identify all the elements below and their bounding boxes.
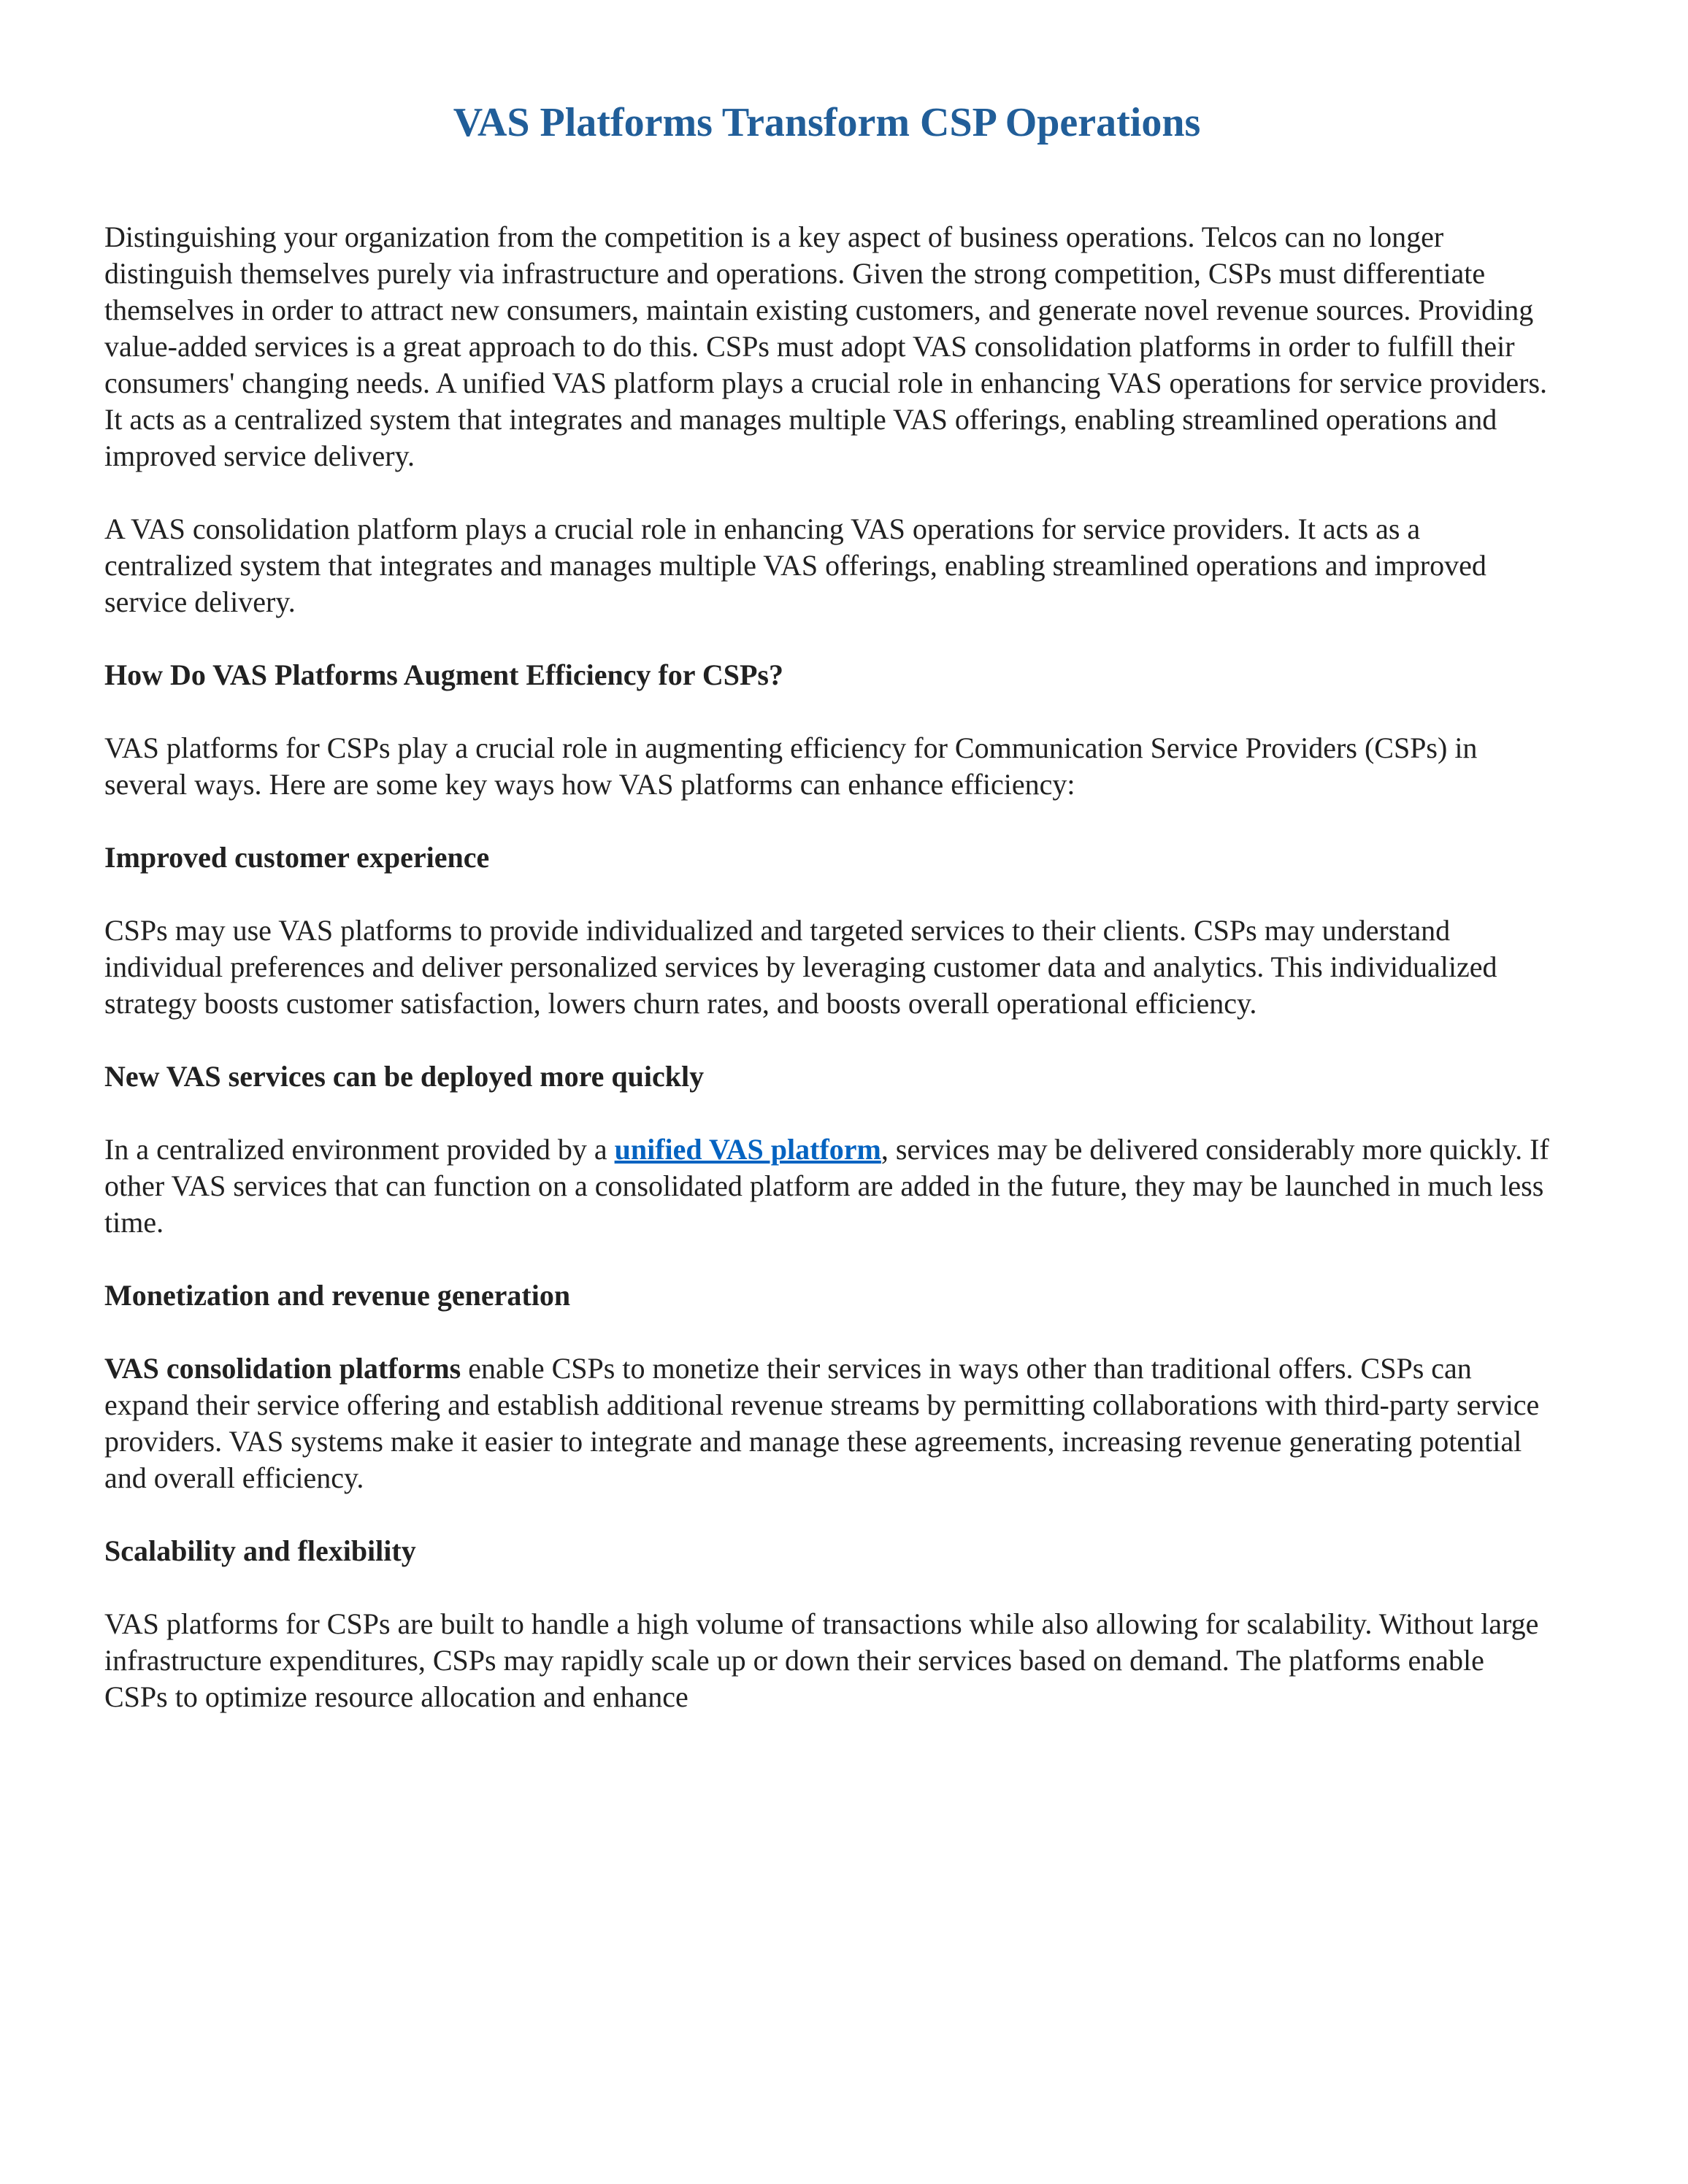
document-title: VAS Platforms Transform CSP Operations: [453, 100, 1201, 145]
hyperlink-unified-vas-platform[interactable]: unified VAS platform: [614, 1133, 881, 1166]
text-run: Distinguishing your organization from the competition is a key aspect of business operations. Telcos can no longer distinguish themselves purely via infrastructure and operations. Given the strong competition, CSPs must differentiate themselves in order to attract new consumers, maintain existing customers, and generate novel revenue sources. Providing value-added services is a great approach to do this. CSPs must adopt VAS consolidation platforms in order to fulfill their consumers' changing needs. A unified VAS platform plays a crucial role in enhancing VAS operations for service providers. It acts as a centralized system that integrates and manages multiple VAS offerings, enabling streamlined operations and improved service delivery.: [104, 220, 1548, 472]
text-run: VAS platforms for CSPs play a crucial role in augmenting efficiency for Communication Service Providers (CSPs) in several ways. Here are some key ways how VAS platforms can enhance efficiency:: [104, 731, 1478, 801]
section-heading: [104, 657, 1549, 693]
text-run: Scalability and flexibility: [104, 1534, 416, 1567]
paragraph: [104, 219, 1549, 474]
text-run: CSPs may use VAS platforms to provide individualized and targeted services to their clients. CSPs may understand individual preferences and deliver personalized services by leveraging customer data and analytics. This individualized strategy boosts customer satisfaction, lowers churn rates, and boosts overall operational efficiency.: [104, 914, 1497, 1020]
text-run: VAS platforms for CSPs are built to handle a high volume of transactions while also allowing for scalability. Without large infrastructure expenditures, CSPs may rapidly scale up or down their services based on demand. The platforms enable CSPs to optimize resource allocation and enhance: [104, 1607, 1539, 1713]
paragraph: [104, 1131, 1549, 1241]
section-heading: [104, 1533, 1549, 1569]
paragraph: [104, 1350, 1549, 1496]
text-run: Monetization and revenue generation: [104, 1279, 571, 1312]
text-run: New VAS services can be deployed more quickly: [104, 1060, 705, 1093]
text-run: A VAS consolidation platform plays a crucial role in enhancing VAS operations for service providers. It acts as a centralized system that integrates and manages multiple VAS offerings, enabling streamlined operations and improved service delivery.: [104, 512, 1486, 618]
paragraph: [104, 511, 1549, 620]
text-run: In a centralized environment provided by a: [104, 1133, 615, 1166]
section-heading: [104, 1277, 1549, 1314]
text-run: How Do VAS Platforms Augment Efficiency for CSPs?: [104, 658, 783, 691]
document-body: [104, 219, 1549, 1715]
text-run: enable CSPs to monetize their services in ways other than traditional offers. CSPs can expand their service offering and establish additional revenue streams by permitting collaborations with third-party service providers. VAS systems make it easier to integrate and manage these agreements, increasing revenue generating potential and overall efficiency.: [104, 1352, 1540, 1494]
section-heading: [104, 1058, 1549, 1095]
paragraph: [104, 1606, 1549, 1715]
text-run: Improved customer experience: [104, 841, 490, 874]
paragraph: [104, 912, 1549, 1022]
text-run: , services may be delivered considerably more quickly. If other VAS services that can function on a consolidated platform are added in the future, they may be launched in much less time.: [104, 1133, 1549, 1239]
paragraph: [104, 730, 1549, 803]
bold-text-run: VAS consolidation platforms: [104, 1352, 461, 1385]
section-heading: [104, 839, 1549, 876]
